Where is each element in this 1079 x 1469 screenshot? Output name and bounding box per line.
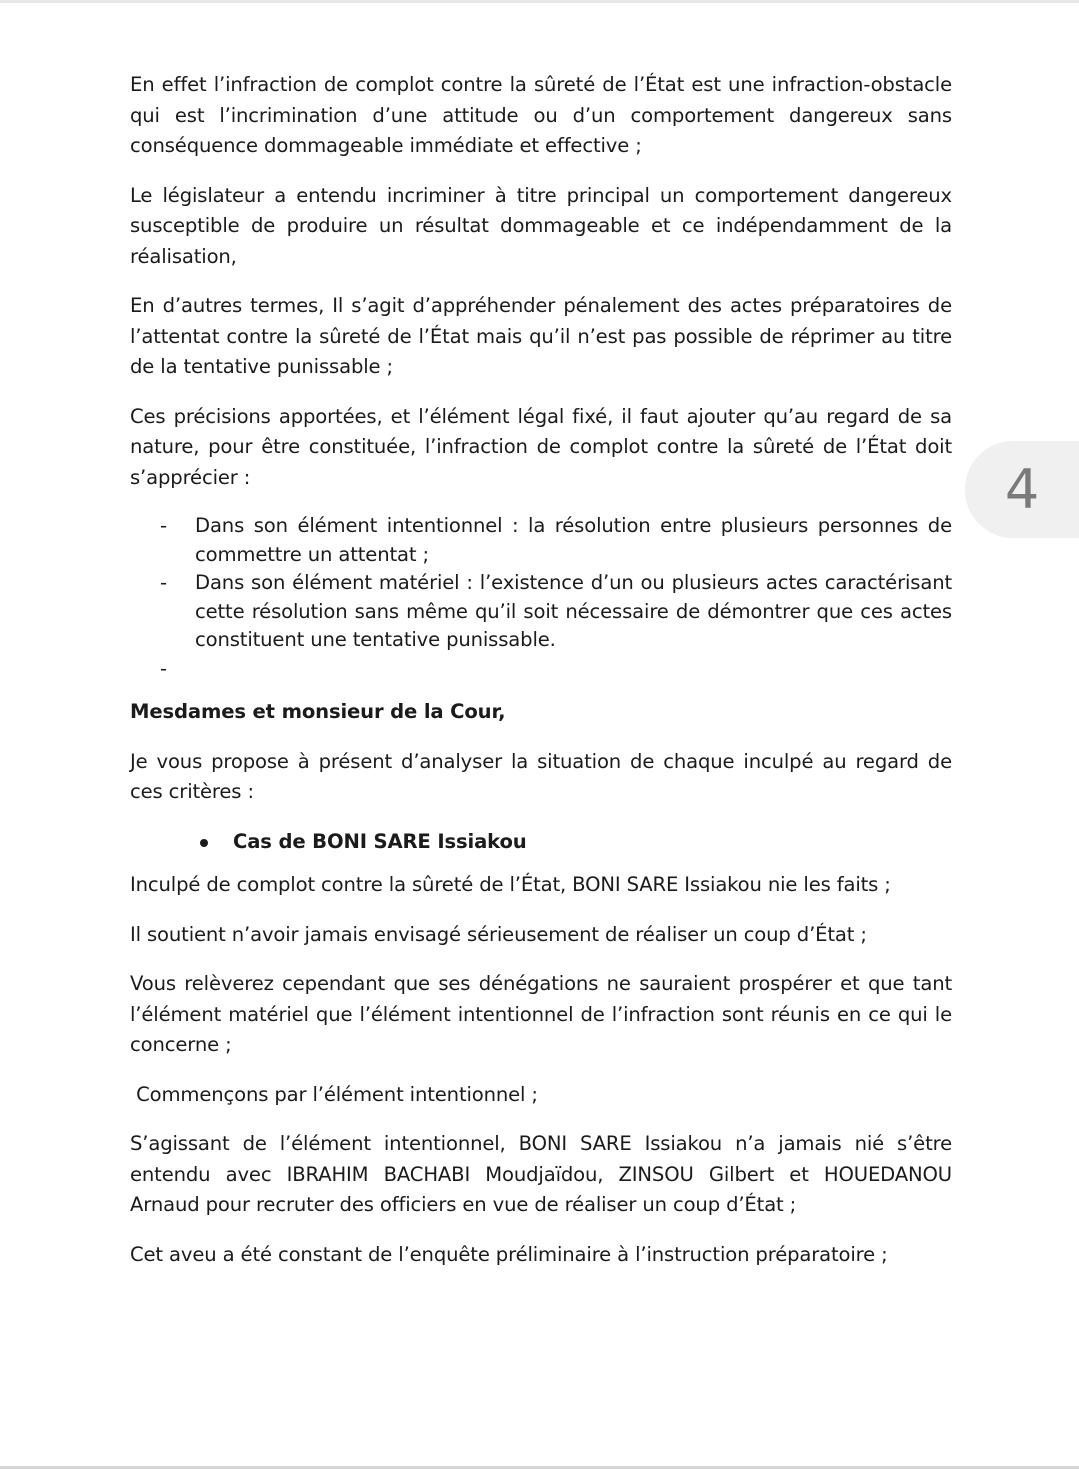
paragraph-11: Cet aveu a été constant de l’enquête préliminaire à l’instruction préparatoire ;: [130, 1242, 888, 1266]
top-edge: [0, 0, 1079, 3]
bullet-icon: [200, 839, 208, 847]
court-address: Mesdames et monsieur de la Cour,: [130, 700, 506, 723]
dash-marker: -: [160, 656, 167, 680]
paragraph-8: Vous relèverez cependant que ses dénégations ne sauraient prospérer et que tant l’élément matériel que l’élément intentionnel de l’infraction sont réunis en ce qui le concerne ;: [130, 972, 952, 1056]
paragraph-2: Le législateur a entendu incriminer à titre principal un comportement dangereux susceptible de produire un résultat dommageable et ce indépendamment de la réalisation,: [130, 183, 952, 268]
page-number-tab: [965, 441, 1079, 538]
criteria-list: [130, 512, 952, 683]
case-heading-text: Cas de BONI SARE Issiakou: [233, 829, 527, 853]
list-item-text: Dans son élément intentionnel : la résolution entre plusieurs personnes de commettre un attentat ;: [195, 514, 952, 566]
paragraph-3: En d’autres termes, Il s’agit d’appréhender pénalement des actes préparatoires de l’attentat contre la sûreté de l’État mais qu’il n’est pas possible de réprimer au titre de la tentative punissable ;: [130, 294, 952, 378]
paragraph-9: Commençons par l’élément intentionnel ;: [130, 1082, 538, 1106]
paragraph-1: En effet l’infraction de complot contre la sûreté de l’État est une infraction-obstacle qui est l’incrimination d’une attitude ou d’un comportement dangereux sans conséquence dommageable immédiate et effective ;: [130, 73, 952, 157]
dash-marker: -: [160, 514, 167, 537]
paragraph-5: Je vous propose à présent d’analyser la situation de chaque inculpé au regard de ces critères :: [130, 749, 952, 803]
page-number: 4: [1004, 458, 1040, 521]
list-item-text: Dans son élément matériel : l’existence d’un ou plusieurs actes caractérisant cette résolution sans même qu’il soit nécessaire de démontrer que ces actes constituent une tentative punissable.: [195, 571, 952, 651]
list-item: [130, 655, 952, 684]
paragraph-4: Ces précisions apportées, et l’élément légal fixé, il faut ajouter qu’au regard de sa nature, pour être constituée, l’infraction de complot contre la sûreté de l’État doit s’apprécier :: [130, 404, 952, 489]
paragraph-10: S’agissant de l’élément intentionnel, BONI SARE Issiakou n’a jamais nié s’être entendu avec IBRAHIM BACHABI Moudjaïdou, ZINSOU Gilbert et HOUEDANOU Arnaud pour recruter des officiers en vue de réaliser un coup d’État ;: [130, 1132, 952, 1216]
list-item: [130, 512, 952, 569]
list-item: [130, 569, 952, 655]
document-body: [130, 70, 952, 1289]
case-heading: [130, 827, 952, 858]
dash-marker: -: [160, 571, 167, 594]
paragraph-7: Il soutient n’avoir jamais envisagé sérieusement de réaliser un coup d’État ;: [130, 922, 867, 946]
paragraph-6: Inculpé de complot contre la sûreté de l’État, BONI SARE Issiakou nie les faits ;: [130, 873, 891, 896]
